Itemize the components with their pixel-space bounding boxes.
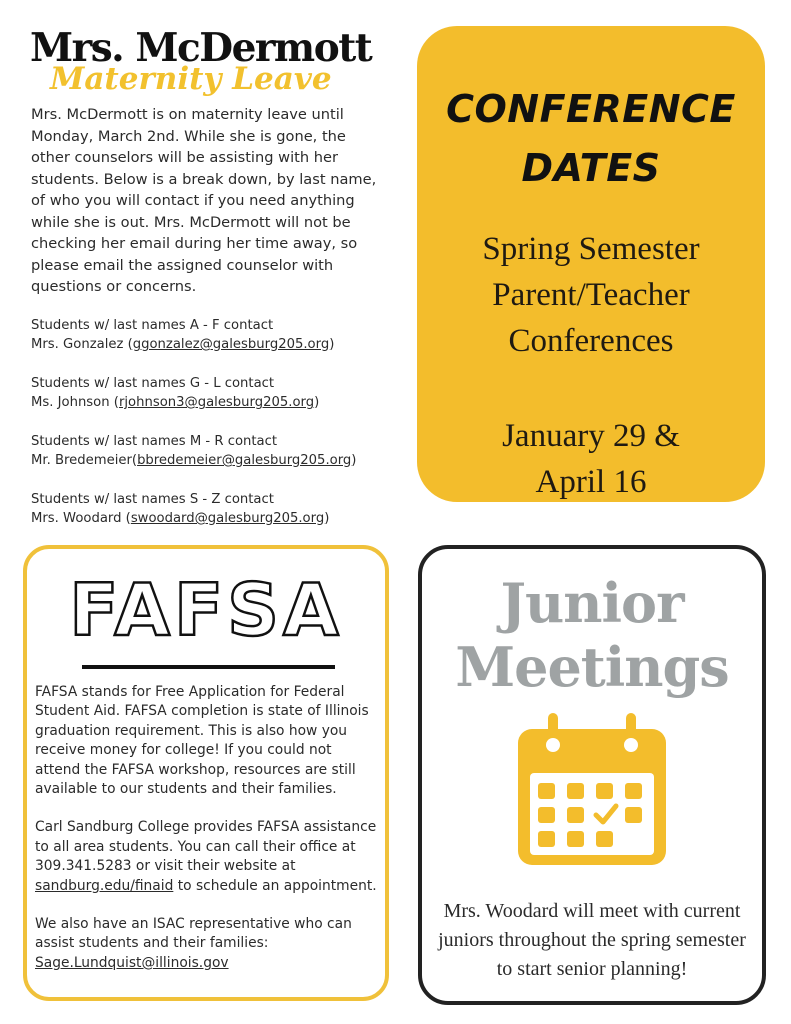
- contact-email-link[interactable]: bbredemeier@galesburg205.org: [137, 453, 352, 468]
- contact-email-link[interactable]: rjohnson3@galesburg205.org: [118, 395, 315, 410]
- junior-title-line1: Junior: [500, 571, 684, 635]
- sandburg-finaid-link[interactable]: sandburg.edu/finaid: [35, 877, 174, 894]
- isac-email-link[interactable]: Sage.Lundquist@illinois.gov: [35, 954, 229, 971]
- junior-meetings-card: [418, 545, 766, 1005]
- conference-title: [417, 80, 765, 198]
- contact-entry: [31, 490, 391, 528]
- fafsa-paragraph: FAFSA stands for Free Application for Federal Student Aid. FAFSA completion is state of Illinois graduation requirement. This is also how you receive money for college! If you could not attend the FAFSA workshop, resources are still available to our students and their families.: [35, 684, 369, 798]
- junior-title-line2: Meetings: [455, 635, 729, 699]
- junior-meetings-title: [422, 571, 762, 699]
- contact-range: Students w/ last names M - R contact: [31, 434, 278, 449]
- fafsa-paragraph-tail: to schedule an appointment.: [173, 877, 377, 894]
- junior-meetings-description: Mrs. Woodard will meet with current juniors throughout the spring semester to start senior planning!: [438, 900, 746, 980]
- calendar-check-icon: [514, 711, 670, 869]
- fafsa-paragraph: [35, 915, 379, 973]
- conference-event-line1: Spring Semester: [482, 231, 700, 267]
- fafsa-paragraph-text: We also have an ISAC representative who can assist students and their families:: [35, 916, 352, 952]
- contact-name: Mrs. Woodard (: [31, 511, 131, 526]
- contact-range: Students w/ last names A - F contact: [31, 318, 274, 333]
- contact-name: Mrs. Gonzalez (: [31, 337, 133, 352]
- contact-email-link[interactable]: swoodard@galesburg205.org: [130, 511, 325, 526]
- conference-title-line2: DATES: [521, 146, 661, 190]
- contact-line: [31, 393, 391, 412]
- maternity-title: Mrs. McDermott: [30, 25, 372, 71]
- conference-title-line1: CONFERENCE: [446, 87, 736, 131]
- contact-close: ): [314, 395, 320, 410]
- fafsa-card: [23, 545, 389, 1001]
- contact-line: [31, 451, 391, 470]
- fafsa-paragraph: [35, 818, 379, 896]
- fafsa-text: [35, 683, 379, 992]
- contact-close: ): [351, 453, 357, 468]
- contact-close: ): [324, 511, 330, 526]
- conference-dates-line2: April 16: [535, 464, 647, 500]
- fafsa-divider: [82, 665, 335, 669]
- contact-line: [31, 335, 391, 354]
- fafsa-paragraph-text: Carl Sandburg College provides FAFSA assistance to all area students. You can call their office at 309.341.5283 or visit their website at: [35, 819, 377, 875]
- contact-line: [31, 509, 391, 528]
- conference-dates: [417, 413, 765, 505]
- contact-email-link[interactable]: ggonzalez@galesburg205.org: [132, 337, 330, 352]
- contact-close: ): [329, 337, 335, 352]
- contact-entry: [31, 374, 391, 412]
- fafsa-heading: FAFSA: [69, 568, 343, 652]
- contact-range: Students w/ last names S - Z contact: [31, 492, 274, 507]
- contact-name: Ms. Johnson (: [31, 395, 119, 410]
- conference-dates-card: [417, 26, 765, 502]
- maternity-subtitle: Maternity Leave: [50, 61, 332, 97]
- contact-entry: [31, 316, 391, 354]
- contact-entry: [31, 432, 391, 470]
- maternity-body: Mrs. McDermott is on maternity leave until Monday, March 2nd. While she is gone, the other counselors will be assisting with her students. Below is a break down, by last name, of who you will contact if you need anything while she is out. Mrs. McDermott will not be checking her email during her time away, so please email the assigned counselor with questions or concerns.: [31, 106, 377, 295]
- contact-range: Students w/ last names G - L contact: [31, 376, 275, 391]
- contact-name: Mr. Bredemeier(: [31, 453, 138, 468]
- counselor-contacts: [31, 316, 391, 548]
- conference-event: [417, 226, 765, 364]
- conference-event-line3: Conferences: [508, 323, 674, 359]
- conference-dates-line1: January 29 &: [502, 418, 680, 454]
- conference-event-line2: Parent/Teacher: [492, 277, 690, 313]
